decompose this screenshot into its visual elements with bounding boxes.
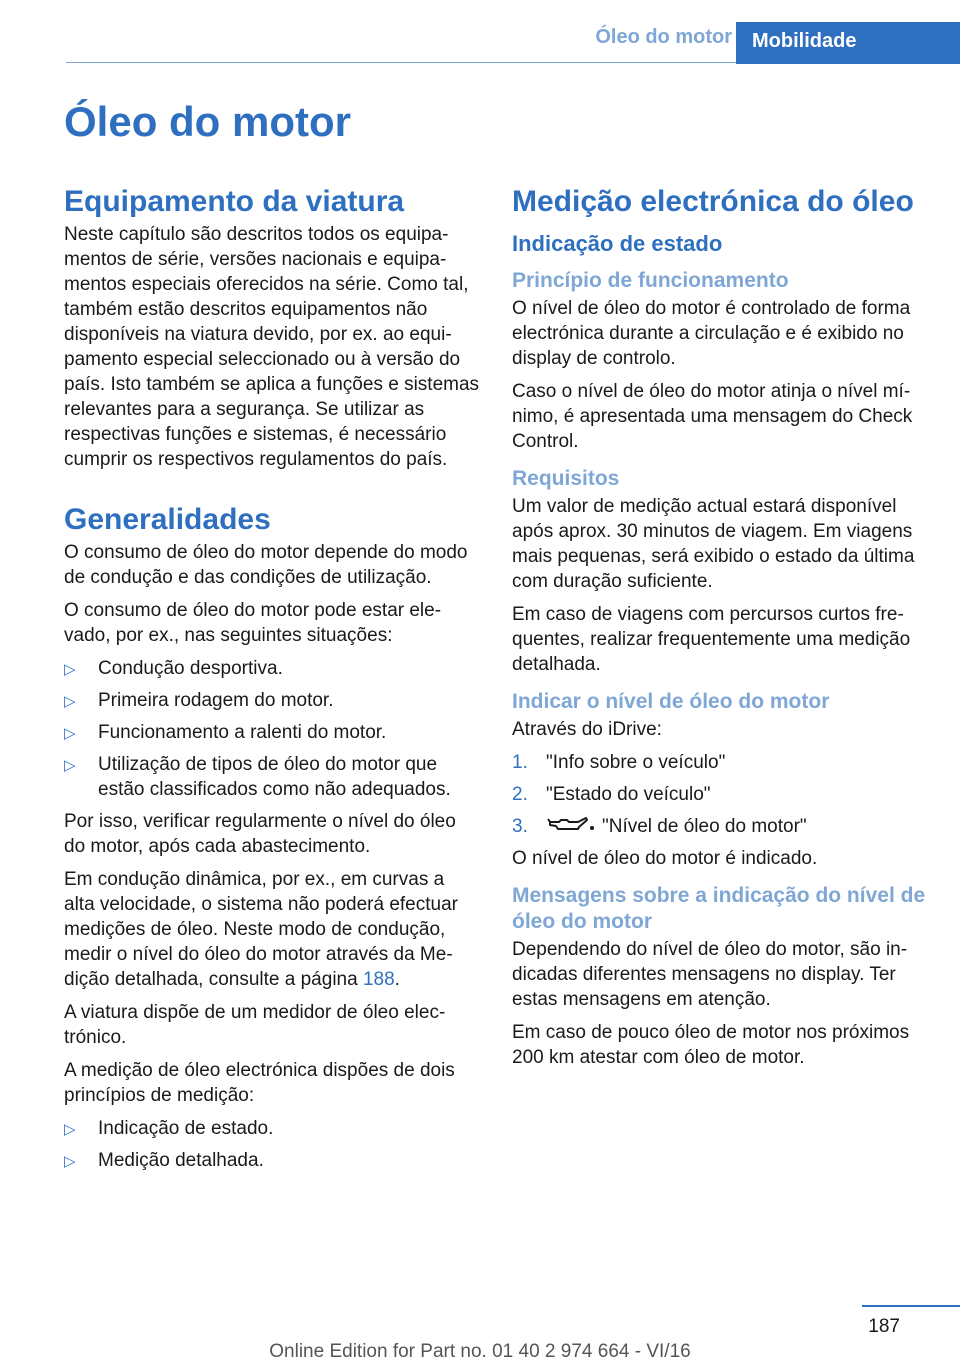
list-item: 3. "Nível de óleo do motor": [512, 816, 807, 837]
principle-paragraph-2: Caso o nível de óleo do motor atinja o nível mínimo, é apresentada uma mensagem do Check Control.: [512, 381, 913, 452]
list-item: 1. "Info sobre o veículo": [512, 752, 726, 773]
footer-rule: [862, 1305, 960, 1307]
header-chapter-tab: Mobilidade: [736, 22, 960, 64]
check-paragraph: Por isso, verificar regularmente o nível do óleo do motor, após cada abastecimento.: [64, 811, 456, 857]
indicate-level-heading: Indicar o nível de óleo do motor: [512, 690, 830, 713]
list-item: ▷ Condução desportiva.: [64, 656, 480, 681]
dynamic-driving-paragraph: Em condução dinâmica, por ex., em curvas a alta velocidade, o sistema não poderá efectuar medições de óleo. Neste modo de condução, medir o nível do óleo do motor através da Medição detalhada, consulte a página 188.: [64, 869, 458, 990]
footer-note: Online Edition for Part no. 01 40 2 974 664 - VI/16: [269, 1341, 691, 1362]
oil-meter-paragraph: A viatura dispõe de um medidor de óleo electrónico.: [64, 1002, 446, 1048]
triangle-bullet-icon: ▷: [64, 693, 76, 710]
requirements-paragraph-2: Em caso de viagens com percursos curtos frequentes, realizar frequentemente uma medição detalhada.: [512, 604, 911, 675]
list-item: ▷ Indicação de estado.: [64, 1116, 480, 1141]
equipment-text: Neste capítulo são descritos todos os equipamentos de série, versões nacionais e equipamentos especiais oferecidos na série. Como tal, também estão descritos equipamentos não disponíveis na viatura devido, por ex. ao equipamento especial seleccionado ou à versão do país. Isto também se aplica a funções e sistemas relevantes para a segurança. Se utilizar as respectivas funções e sistemas, é necessário cumprir os respectivos regulamentos do país.: [64, 224, 480, 470]
list-item: ▷ Primeira rodagem do motor.: [64, 688, 480, 713]
requirements-heading: Requisitos: [512, 467, 620, 490]
triangle-bullet-icon: ▷: [64, 757, 76, 774]
general-paragraph-2: O consumo de óleo do motor pode estar elevado, por ex., nas seguintes situações:: [64, 600, 442, 646]
page-reference-link[interactable]: 188: [362, 969, 395, 990]
steps-list: [512, 750, 932, 839]
left-column: [64, 182, 480, 1180]
messages-heading: Mensagens sobre a indicação do nível de óleo do motor: [512, 884, 926, 933]
triangle-bullet-icon: ▷: [64, 1153, 76, 1170]
general-heading: Generalidades: [64, 503, 271, 536]
situations-list: [64, 656, 480, 802]
page-title: Óleo do motor: [64, 98, 351, 145]
list-item: ▷ Funcionamento a ralenti do motor.: [64, 720, 480, 745]
principles-list: [64, 1116, 480, 1173]
messages-paragraph-1: Dependendo do nível de óleo do motor, são indicadas diferentes mensagens no display. Ter estas mensagens em atenção.: [512, 939, 908, 1010]
list-item: ▷ Medição detalhada.: [64, 1148, 480, 1173]
list-item: ▷ Utilização de tipos de óleo do motor que estão classificados como não adequados.: [64, 754, 451, 800]
principle-paragraph-1: O nível de óleo do motor é controlado de forma electrónica durante a circulação e é exibido no display de controlo.: [512, 298, 911, 369]
triangle-bullet-icon: ▷: [64, 725, 76, 742]
principles-paragraph: A medição de óleo electrónica dispões de dois princípios de medição:: [64, 1060, 455, 1106]
status-indication-heading: Indicação de estado: [512, 231, 723, 256]
general-paragraph-1: O consumo de óleo do motor depende do modo de condução e das condições de utilização.: [64, 542, 468, 588]
page-number: 187: [868, 1316, 900, 1337]
electronic-measurement-heading: Medição electrónica do óleo: [512, 185, 914, 218]
triangle-bullet-icon: ▷: [64, 1121, 76, 1138]
requirements-paragraph-1: Um valor de medição actual estará disponível após aprox. 30 minutos de viagem. Em viagens mais pequenas, será exibido o estado da última com duração suficiente.: [512, 496, 915, 592]
principle-heading: Princípio de funcionamento: [512, 269, 789, 292]
indicate-result: O nível de óleo do motor é indicado.: [512, 848, 818, 869]
triangle-bullet-icon: ▷: [64, 661, 76, 678]
right-column: [512, 182, 932, 1078]
messages-paragraph-2: Em caso de pouco óleo de motor nos próximos 200 km atestar com óleo de motor.: [512, 1022, 910, 1068]
equipment-heading: Equipamento da viatura: [64, 185, 405, 218]
oil-can-icon: [546, 814, 596, 836]
indicate-intro: Através do iDrive:: [512, 719, 662, 740]
list-item: 2. "Estado do veículo": [512, 784, 711, 805]
header-section-label: Óleo do motor: [595, 26, 732, 48]
